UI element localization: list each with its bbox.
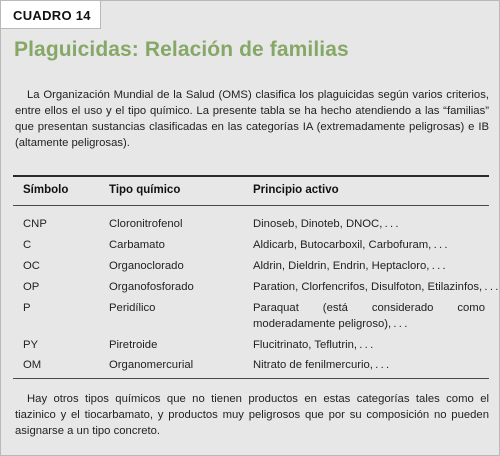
table-cell-symbol: C — [23, 239, 32, 251]
table-cell-active: Aldicarb, Butocarboxil, Carbofuram, . . . — [253, 239, 448, 251]
table-cell-symbol: P — [23, 302, 31, 314]
table-cell-active: Nitrato de fenilmercurio, . . . — [253, 359, 390, 371]
column-header-active: Principio activo — [253, 184, 339, 196]
table-header-rule — [13, 205, 489, 206]
table-cell-active: Paraquat (está considerado como moderadamente peligroso), . . . — [253, 302, 485, 330]
cuadro-label-tab — [1, 1, 101, 29]
table-cell-active: Flucitrinato, Teflutrin, . . . — [253, 339, 374, 351]
table-cell-type: Piretroide — [109, 339, 158, 351]
table-bottom-rule — [13, 378, 489, 379]
table-cell-active: Dinoseb, Dinoteb, DNOC, . . . — [253, 218, 399, 230]
table-top-rule — [13, 175, 489, 177]
table-cell-symbol: OM — [23, 359, 42, 371]
table-cell-type: Carbamato — [109, 239, 165, 251]
table-cell-type: Cloronitrofenol — [109, 218, 183, 230]
table-cell-type: Peridílico — [109, 302, 156, 314]
intro-paragraph: La Organización Mundial de la Salud (OMS) clasifica los plaguicidas según varios criterios, entre ellos el uso y el tipo químico. La presente tabla se ha hecho atendiendo a las “familias” que presentan sustancias clasificadas en las categorías IA (extremadamente peligrosas) e IB (altamente peligrosas). — [15, 89, 489, 149]
table-cell-active: Aldrin, Dieldrin, Endrin, Heptacloro, . . . — [253, 260, 446, 272]
column-header-type: Tipo químico — [109, 184, 181, 196]
table-cell-symbol: OC — [23, 260, 40, 272]
table-cell-type: Organofosforado — [109, 281, 194, 293]
table-cell-active: Paration, Clorfencrifos, Disulfoton, Etilazinfos, . . . — [253, 281, 499, 293]
column-header-symbol: Símbolo — [23, 184, 69, 196]
table-cell-type: Organomercurial — [109, 359, 194, 371]
table-cell-symbol: CNP — [23, 218, 47, 230]
footer-note: Hay otros tipos químicos que no tienen productos en estas categorías tales como el tiazinico y el tiocarbamato, y productos muy peligrosos que por su composición no pueden asignarse a un tipo concreto. — [15, 393, 489, 437]
table-cell-type: Organoclorado — [109, 260, 184, 272]
cuadro-label: CUADRO 14 — [13, 8, 91, 23]
table-cell-symbol: PY — [23, 339, 39, 351]
table-cell-symbol: OP — [23, 281, 40, 293]
page-title: Plaguicidas: Relación de familias — [14, 38, 349, 61]
